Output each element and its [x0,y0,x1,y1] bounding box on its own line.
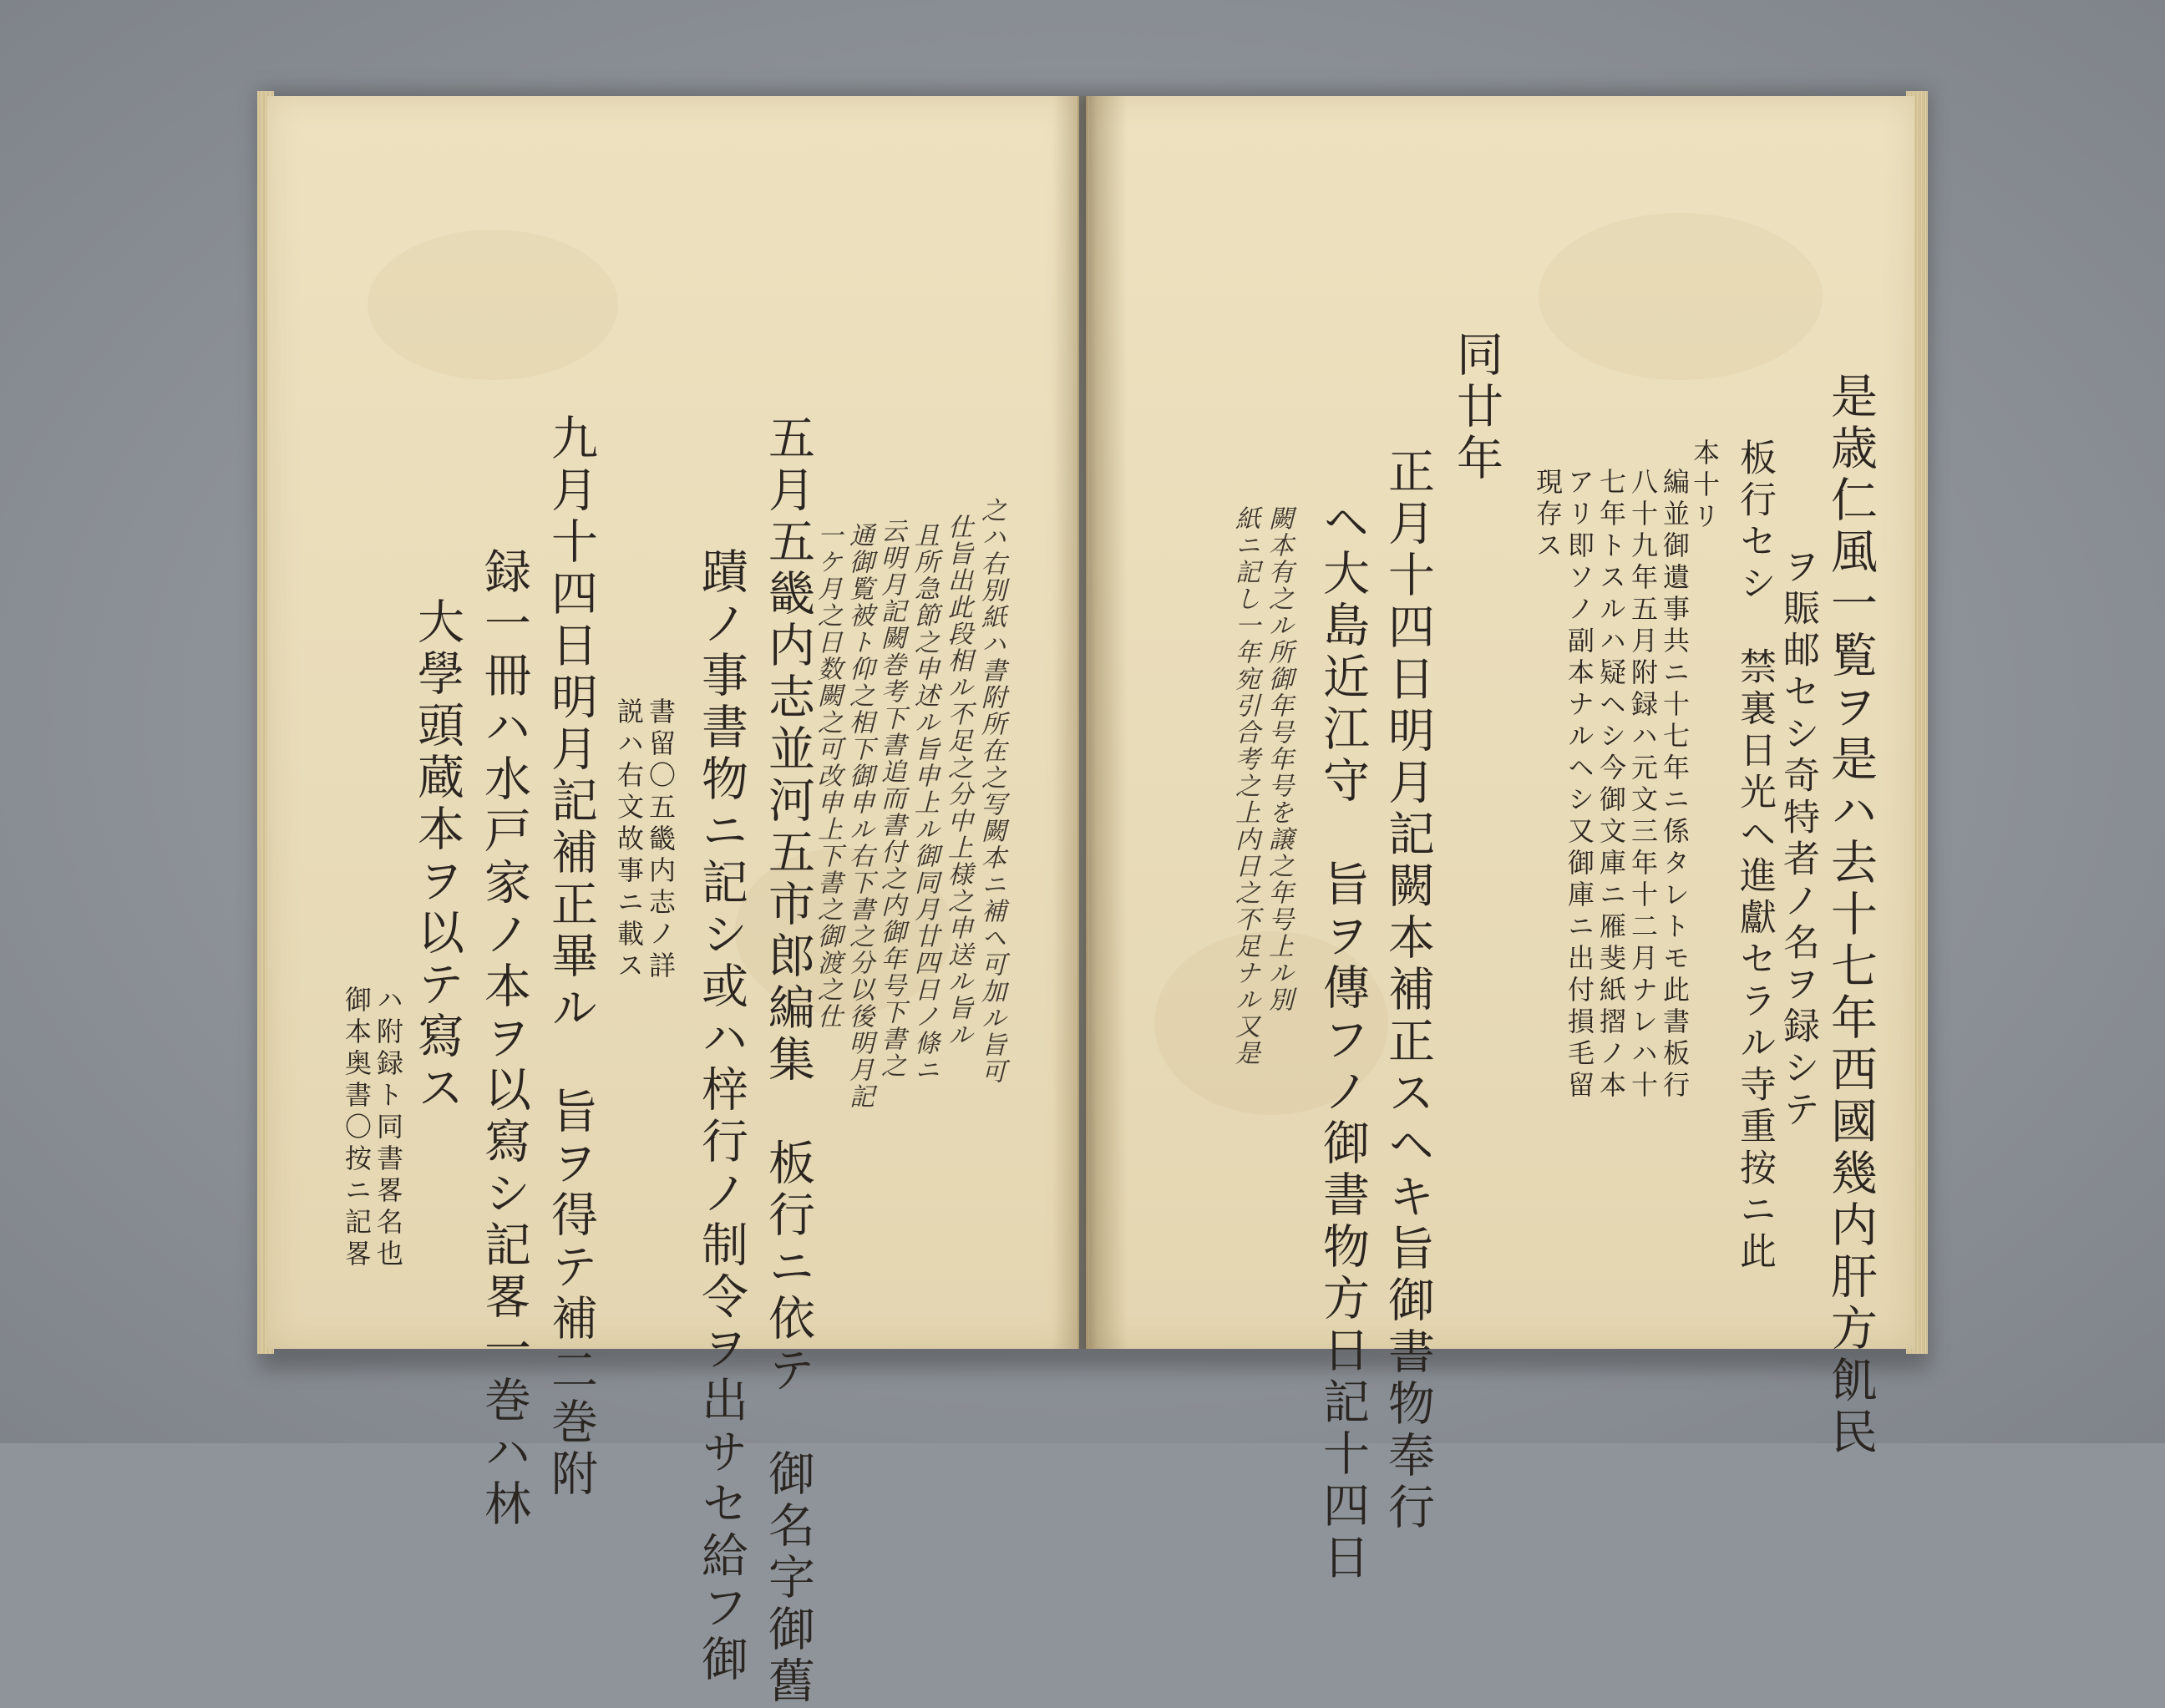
book-spine [1052,96,1128,1349]
left-col-12: 録一冊ハ水戸家ノ本ヲ以寫シ記畧一巻ハ林 [477,547,531,1531]
paper-stain [1539,213,1823,380]
right-col-4: 本十リ [1689,438,1721,534]
right-page [1086,96,1914,1584]
left-col-6: 一ケ月之日数闕之可改申上下書之御渡之仕 [813,522,842,1030]
left-col-5: 通御覧被ト仰之相下御申ル右下書之分以後明月記 [844,522,874,1110]
left-col-15: 御本奥書〇按ニ記畧 [341,986,373,1271]
left-col-7: 五月五畿内志並河五市郎編集 板行ニ依テ 御名字御舊 [761,413,815,1708]
right-col-5: 編並御遺事共ニ十七年ニ係タレトモ此書板行 [1659,468,1691,1102]
left-col-13: 大學頭蔵本ヲ以テ寫ス [410,597,464,1115]
left-page [267,96,1079,1708]
right-col-8: アリ即ソノ副本ナルヘシ又御庫ニ出付損毛留 [1564,468,1595,1102]
right-col-2: ヲ賑邮セシ奇特者ノ名ヲ録シテ [1777,547,1819,1132]
left-col-8: 蹟ノ事書物ニ記シ或ハ梓行ノ制令ヲ出サセ給フ御 [694,547,748,1686]
left-col-11: 九月十四日明月記補正畢ル 旨ヲ得テ補二巻附 [544,413,598,1501]
right-col-10: 同廿年 [1449,330,1503,485]
right-col-12: ヘ大島近江守 旨ヲ傳フノ御書物方日記十四日 [1316,497,1370,1584]
right-col-1: 是歳仁風一覧ヲ是ハ去十七年西國幾内肝方飢民 [1823,372,1878,1459]
left-col-4: 云明月記闕巻考下書追而書付之内御年号下書之 [876,518,905,1079]
left-col-3: 且所急節之申述ル旨申上ル御同月廿四日ノ條ニ [910,522,939,1083]
right-col-6: 八十九年五月附録ハ元文三年十二月ナレハ十 [1627,468,1659,1102]
right-col-7: 七年トスルハ疑ヘシ今御文庫ニ雁斐紙摺ノ本 [1595,468,1627,1102]
open-book [251,79,1929,1708]
right-col-3: 板行セシ 禁裏日光ヘ進獻セラル寺重按ニ此 [1733,438,1776,1274]
right-col-11: 正月十四日明月記闕本補正スヘキ旨御書物奉行 [1381,447,1435,1534]
paper-stain [368,230,618,380]
left-col-10: 説ハ右文故事ニ載ス [613,697,645,983]
right-col-14: 紙ニ記し一年宛引合考之上内日之不足ナル又是 [1230,505,1260,1067]
right-col-13: 闕本有之ル所御年号年号を譲之年号上ル別 [1264,505,1293,1013]
left-col-14: ハ附録ト同書畧名也 [373,986,404,1271]
left-col-9: 書留〇五畿内志ノ詳 [645,697,677,983]
left-col-2: 仕旨出此段相ル不足之分中上様之申送ル旨ル [943,514,972,1048]
right-col-9: 現存ス [1532,468,1564,563]
left-col-1: 之ハ右別紙ハ書附所在之写闕本ニ補ヘ可加ル旨可 [976,497,1006,1085]
